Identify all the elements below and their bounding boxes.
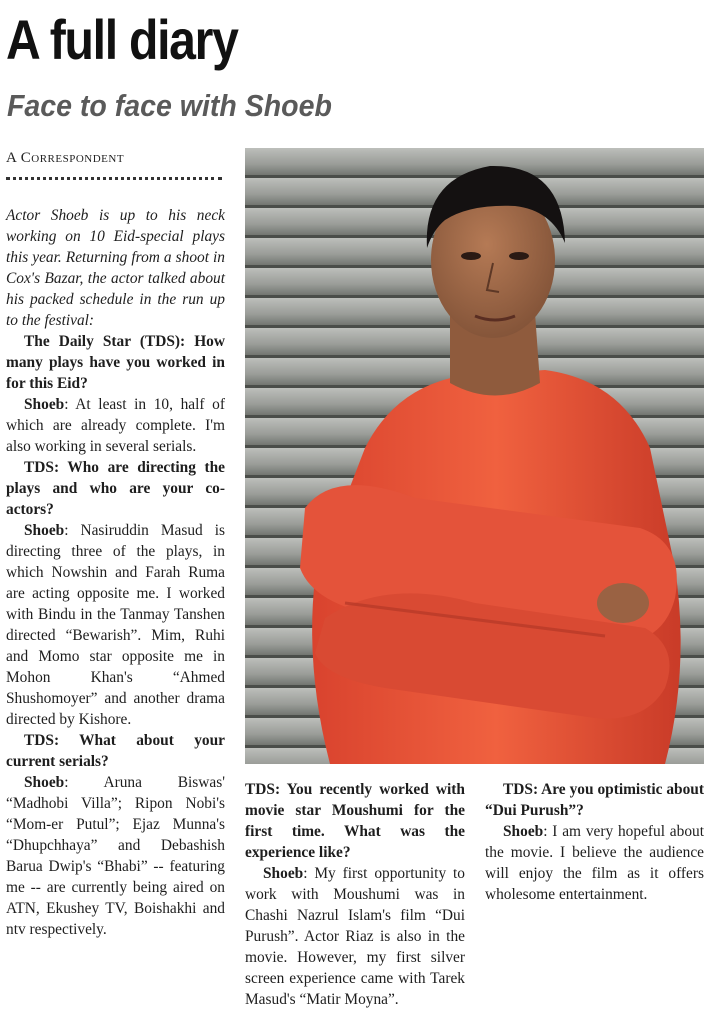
question-4: TDS: You recently worked with movie star Moushumi for the first time. What was the experience like? — [245, 781, 465, 861]
question-3: TDS: What about your current serials? — [6, 732, 225, 770]
question-1: The Daily Star (TDS): How many plays have you worked in for this Eid? — [6, 333, 225, 392]
speaker-name: Shoeb — [24, 396, 65, 413]
portrait-photo — [245, 148, 704, 764]
column-1 — [6, 205, 225, 940]
speaker-name: Shoeb — [263, 865, 304, 882]
answer-4-text: : My first opportunity to work with Moushumi was in Chashi Nazrul Islam's film “Dui Purush”. Actor Riaz is also in the movie. However, my first silver screen experience came with Tarek Masud's “Matir Moyna”. — [245, 865, 465, 1008]
headline: A full diary — [6, 8, 238, 71]
column-2 — [245, 779, 465, 1010]
speaker-name: Shoeb — [24, 774, 65, 791]
answer-5-text: : I am very hopeful about the movie. I believe the audience will enjoy the film as it offers wholesome entertainment. — [485, 823, 704, 903]
answer-3-text: : Aruna Biswas' “Madhobi Villa”; Ripon Nobi's “Mom-er Putul”; Ejaz Munna's “Dhupchhaya” and Debashish Barua Dwip's “Bhabi” -- featuring me -- are currently being aired on ATN, Ekushey TV, Boishakhi and ntv respectively. — [6, 774, 225, 938]
answer-1 — [6, 394, 225, 457]
subheadline: Face to face with Shoeb — [7, 88, 332, 123]
speaker-name: Shoeb — [24, 522, 65, 539]
dotted-rule — [6, 177, 222, 180]
answer-5 — [485, 821, 704, 905]
question-5: TDS: Are you optimistic about “Dui Purush”? — [485, 781, 704, 819]
question-2: TDS: Who are directing the plays and who are your co-actors? — [6, 459, 225, 518]
answer-4 — [245, 863, 465, 1010]
answer-2 — [6, 520, 225, 730]
intro-paragraph: Actor Shoeb is up to his neck working on 10 Eid-special plays this year. Returning from a shoot in Cox's Bazar, the actor talked about his packed schedule in the run up to the festival: — [6, 207, 225, 329]
speaker-name: Shoeb — [503, 823, 544, 840]
column-3 — [485, 779, 704, 905]
answer-3 — [6, 772, 225, 940]
answer-2-text: : Nasiruddin Masud is directing three of the plays, in which Nowshin and Farah Ruma are acting opposite me. I worked with Bindu in the Tanmay Tanshen directed “Bewarish”. Mim, Ruhi and Momo star opposite me in Mohon Khan's “Ahmed Shushomoyer” and another drama directed by Kishore. — [6, 522, 225, 728]
byline: A Correspondent — [6, 150, 125, 166]
photo-illustration — [245, 148, 704, 764]
answer-1-text: : At least in 10, half of which are already complete. I'm also working in several serials. — [6, 396, 225, 455]
